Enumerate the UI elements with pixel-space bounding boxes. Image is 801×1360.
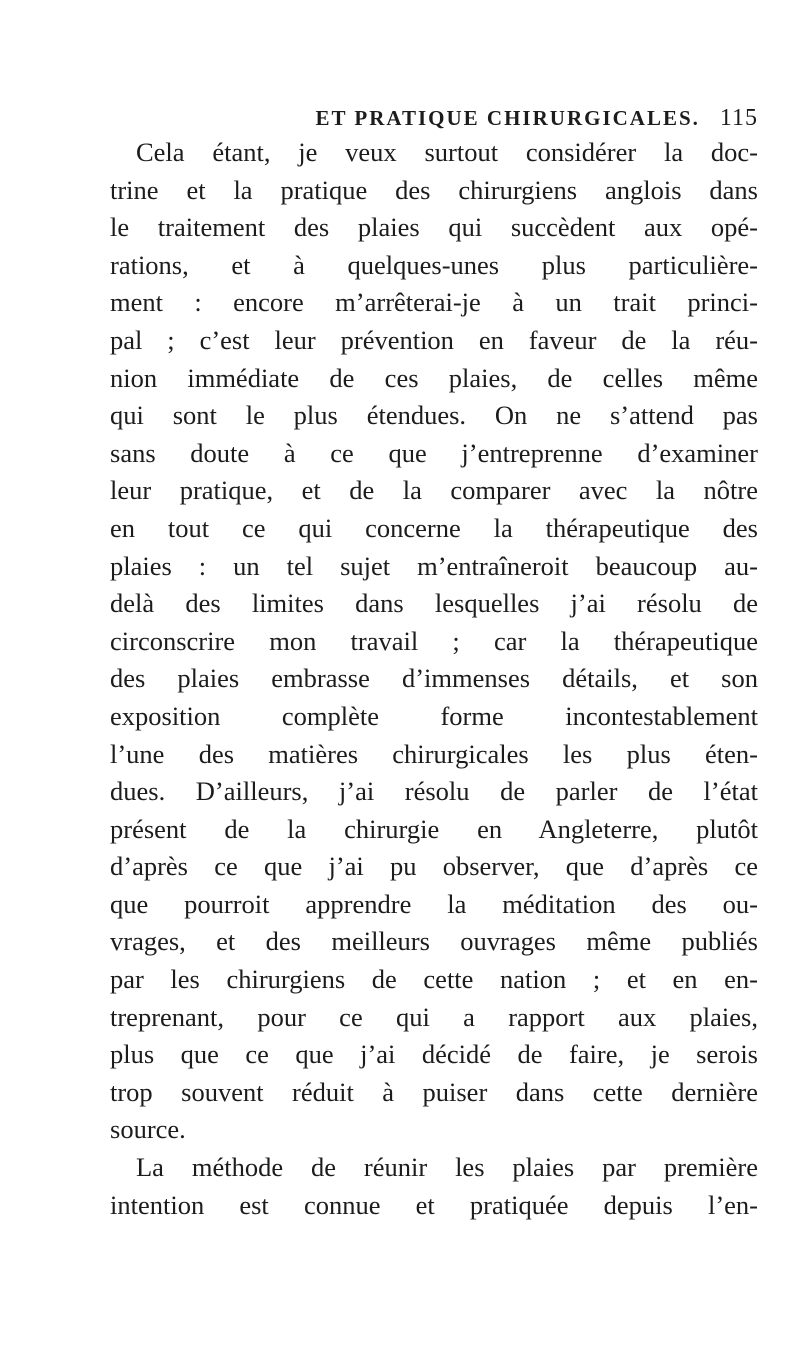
- text-line: trine et la pratique des chirurgiens anglois dans: [110, 174, 758, 205]
- text-line: leur pratique, et de la comparer avec la nôtre: [110, 475, 758, 506]
- text-line: exposition complète forme incontestablement: [110, 700, 758, 731]
- text-line: delà des limites dans lesquelles j’ai résolu de: [110, 588, 758, 619]
- text-line: dues. D’ailleurs, j’ai résolu de parler de l’état: [110, 776, 758, 807]
- text-line: que pourroit apprendre la méditation des ou-: [110, 888, 758, 919]
- text-line: Cela étant, je veux surtout considérer la doc-: [136, 137, 758, 167]
- text-line: sans doute à ce que j’entreprenne d’examiner: [110, 437, 758, 468]
- text-line: des plaies embrasse d’immenses détails, et son: [110, 663, 758, 694]
- text-line: rations, et à quelques-unes plus particulière-: [110, 249, 758, 280]
- text-line: plus que ce que j’ai décidé de faire, je serois: [110, 1039, 758, 1070]
- text-line: intention est connue et pratiquée depuis l’en-: [110, 1189, 758, 1220]
- text-line: vrages, et des meilleurs ouvrages même publiés: [110, 926, 758, 957]
- text-line: trop souvent réduit à puiser dans cette dernière: [110, 1076, 758, 1107]
- text-line: présent de la chirurgie en Angleterre, plutôt: [110, 813, 758, 844]
- text-line: treprenant, pour ce qui a rapport aux plaies,: [110, 1001, 758, 1032]
- text-line: La méthode de réunir les plaies par première: [136, 1152, 758, 1183]
- text-line: le traitement des plaies qui succèdent aux opé-: [110, 212, 758, 243]
- body-text: [110, 134, 758, 1224]
- running-title: ET PRATIQUE CHIRURGICALES.: [315, 106, 700, 130]
- text-line: ment : encore m’arrêterai-je à un trait princi-: [110, 287, 758, 318]
- text-line: d’après ce que j’ai pu observer, que d’après ce: [110, 851, 758, 882]
- text-line: en tout ce qui concerne la thérapeutique des: [110, 512, 758, 543]
- text-line: nion immédiate de ces plaies, de celles même: [110, 362, 758, 393]
- text-line: l’une des matières chirurgicales les plus éten-: [110, 738, 758, 769]
- text-line: plaies : un tel sujet m’entraîneroit beaucoup au-: [110, 550, 758, 581]
- text-line: par les chirurgiens de cette nation ; et en en-: [110, 964, 758, 995]
- text-line: pal ; c’est leur prévention en faveur de la réu-: [110, 324, 758, 355]
- text-line: circonscrire mon travail ; car la thérapeutique: [110, 625, 758, 656]
- text-line: source.: [110, 1114, 186, 1145]
- text-line: qui sont le plus étendues. On ne s’attend pas: [110, 400, 758, 431]
- page-number: 115: [719, 105, 758, 131]
- running-head: [110, 105, 758, 135]
